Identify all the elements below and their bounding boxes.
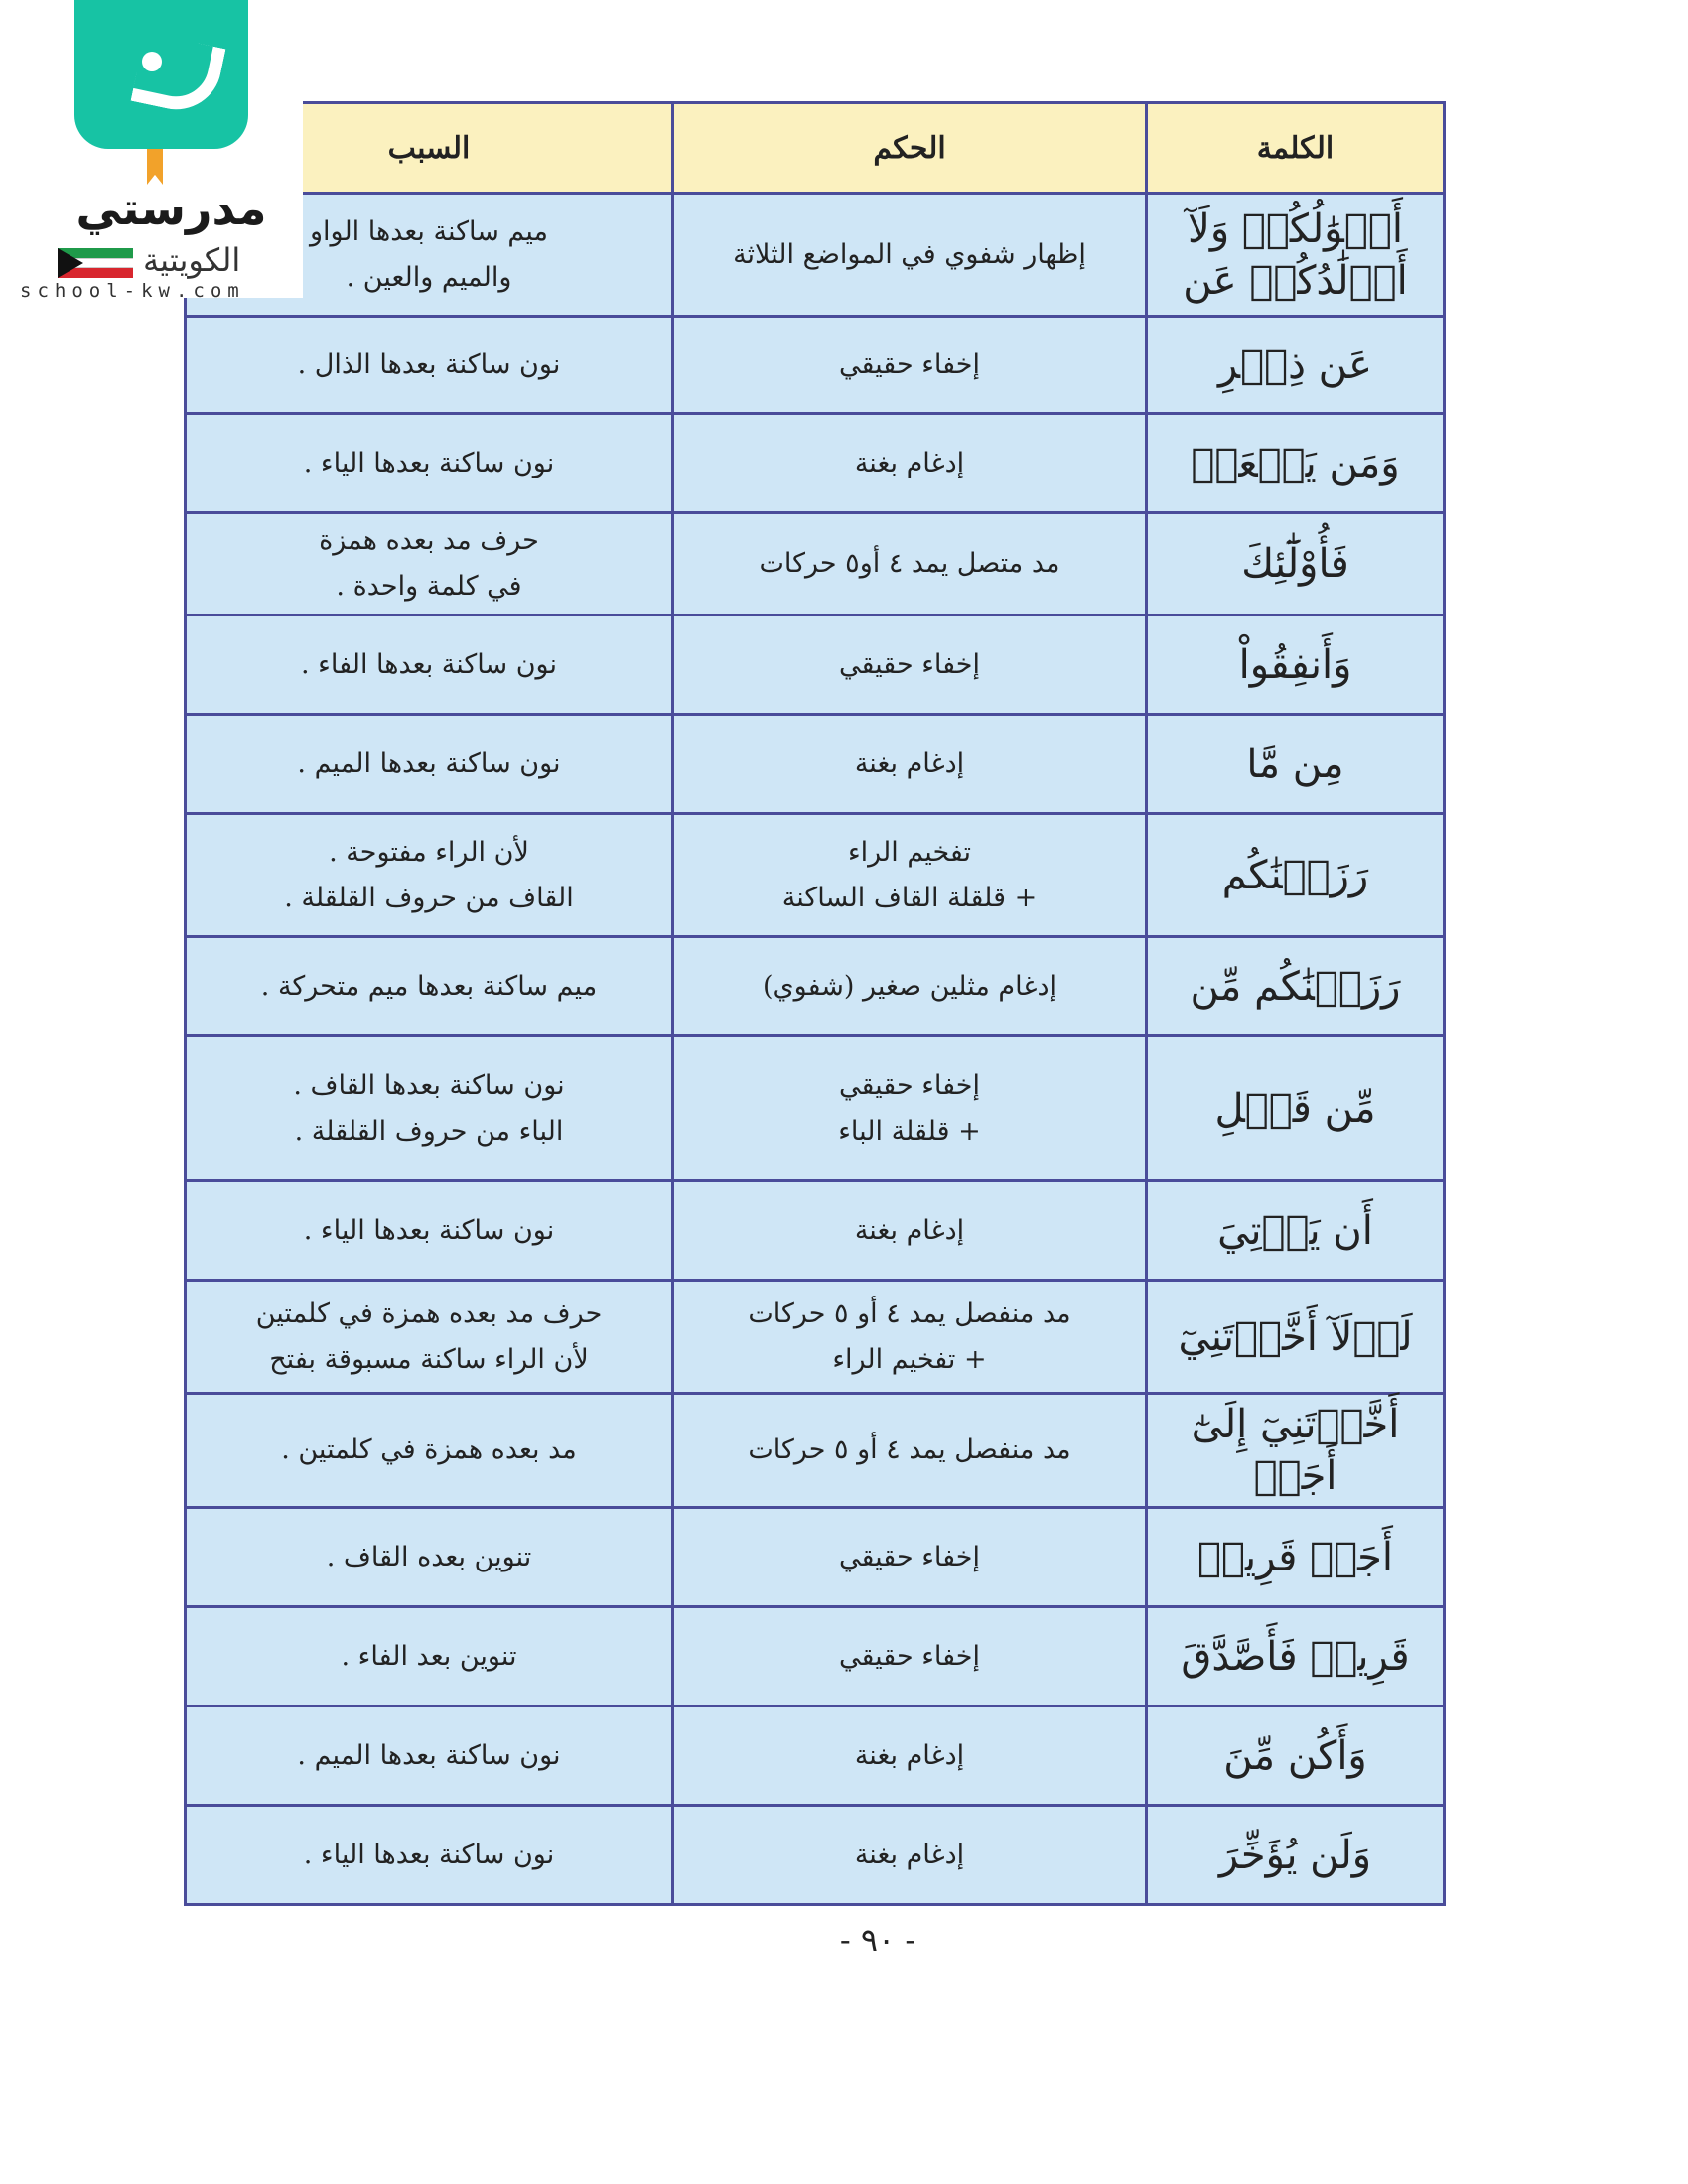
table-row: [186, 814, 1445, 937]
word-line: وَمَن يَفۡعَلۡ: [1191, 440, 1400, 486]
reason-line: نون ساكنة بعدها الميم .: [297, 748, 561, 779]
reason-cell: [186, 1508, 673, 1607]
reason-line: ميم ساكنة بعدها ميم متحركة .: [260, 970, 598, 1002]
table-row: [186, 1181, 1445, 1281]
word-line: مِّن قَبۡلِ: [1214, 1085, 1376, 1132]
reason-line: نون ساكنة بعدها القاف .: [293, 1069, 565, 1101]
rule-line: إظهار شفوي في المواضع الثلاثة: [733, 238, 1086, 270]
word-cell: [1147, 1036, 1445, 1181]
word-line: مِن مَّا: [1246, 741, 1344, 787]
word-line: أَمۡوَٰلُكُمۡ وَلَآ: [1188, 205, 1403, 252]
word-cell: [1147, 513, 1445, 615]
rule-line: مد منفصل يمد ٤ أو ٥ حركات: [748, 1297, 1071, 1329]
table-row: [186, 615, 1445, 715]
reason-line: ميم ساكنة بعدها الواو: [309, 215, 549, 247]
reason-line: لأن الراء مفتوحة .: [329, 836, 529, 868]
table-row: [186, 1394, 1445, 1508]
reason-line: حرف مد بعده همزة: [319, 525, 539, 556]
word-cell: [1147, 1281, 1445, 1394]
logo-subtitle: الكويتية: [143, 241, 241, 279]
table-row: [186, 194, 1445, 317]
reason-line: نون ساكنة بعدها الفاء .: [300, 648, 558, 680]
header-reason: السبب: [186, 103, 673, 194]
word-cell: [1147, 937, 1445, 1036]
reason-cell: [186, 715, 673, 814]
rule-cell: [673, 1281, 1147, 1394]
logo-badge-icon: [74, 0, 248, 149]
word-cell: [1147, 715, 1445, 814]
reason-line: تنوين بعد الفاء .: [341, 1640, 517, 1672]
word-line: أَن يَأۡتِيَ: [1217, 1207, 1373, 1254]
reason-line: والميم والعين .: [346, 261, 512, 293]
school-logo: [20, 0, 303, 302]
word-cell: [1147, 615, 1445, 715]
table-row: [186, 1508, 1445, 1607]
reason-cell: [186, 1181, 673, 1281]
reason-cell: [186, 1806, 673, 1905]
reason-cell: [186, 1281, 673, 1394]
word-line: وَأَكُن مِّنَ: [1223, 1732, 1367, 1779]
rule-line: إدغام بغنة: [854, 447, 965, 478]
reason-line: نون ساكنة بعدها الذال .: [297, 348, 561, 380]
rule-line: تفخيم الراء: [847, 836, 972, 868]
page-number: - ٩٠ -: [839, 1921, 916, 1959]
word-line: لَوۡلَآ أَخَّرۡتَنِيٓ: [1178, 1313, 1413, 1360]
table-row: [186, 1806, 1445, 1905]
word-cell: [1147, 1508, 1445, 1607]
reason-cell: [186, 814, 673, 937]
rule-line: إخفاء حقيقي: [838, 348, 980, 380]
rule-line: مد متصل يمد ٤ أو٥ حركات: [759, 548, 1060, 579]
rule-line: إخفاء حقيقي: [838, 1541, 980, 1572]
rule-line: إدغام بغنة: [854, 748, 965, 779]
rule-cell: [673, 1181, 1147, 1281]
reason-line: لأن الراء ساكنة مسبوقة بفتح: [269, 1343, 589, 1375]
reason-cell: [186, 1394, 673, 1508]
table-row: [186, 1607, 1445, 1706]
word-cell: [1147, 1181, 1445, 1281]
table-body: [186, 194, 1445, 1905]
reason-line: حرف مد بعده همزة في كلمتين: [255, 1297, 603, 1329]
word-line: أَوۡلَٰدُكُمۡ عَن: [1183, 257, 1408, 304]
reason-cell: [186, 1706, 673, 1806]
rule-cell: [673, 317, 1147, 414]
reason-cell: [186, 937, 673, 1036]
word-line: أَجَلٖ قَرِيبٖ: [1197, 1534, 1393, 1580]
table-row: [186, 1281, 1445, 1394]
tajweed-rules-table: [184, 101, 1446, 1906]
tajweed-table-container: [184, 101, 1443, 1906]
word-line: أَخَّرۡتَنِيٓ إِلَىٰٓ أَجَلٖ: [1191, 1402, 1400, 1499]
header-rule: الحكم: [673, 103, 1147, 194]
header-word: الكلمة: [1147, 103, 1445, 194]
rule-line: إدغام بغنة: [854, 1214, 965, 1246]
rule-line: إخفاء حقيقي: [838, 648, 980, 680]
rule-cell: [673, 1036, 1147, 1181]
word-cell: [1147, 1394, 1445, 1508]
table-row: [186, 1706, 1445, 1806]
rule-line: + قلقلة القاف الساكنة: [781, 882, 1038, 913]
rule-cell: [673, 1806, 1147, 1905]
reason-line: تنوين بعده القاف .: [326, 1541, 532, 1572]
word-line: فَأُوْلَٰٓئِكَ: [1241, 541, 1349, 587]
kuwait-flag-icon: [58, 248, 133, 278]
table-row: [186, 414, 1445, 513]
rule-cell: [673, 194, 1147, 317]
rule-cell: [673, 937, 1147, 1036]
logo-url: school-kw.com: [20, 280, 245, 302]
table-row: [186, 1036, 1445, 1181]
word-line: رَزَقۡنَٰكُم: [1221, 852, 1369, 898]
rule-cell: [673, 814, 1147, 937]
reason-cell: [186, 317, 673, 414]
word-line: قَرِيبٖ فَأَصَّدَّقَ: [1181, 1633, 1410, 1680]
rule-cell: [673, 715, 1147, 814]
logo-smile: [131, 32, 226, 118]
reason-cell: [186, 1607, 673, 1706]
rule-line: إخفاء حقيقي: [838, 1069, 980, 1101]
reason-cell: [186, 513, 673, 615]
rule-cell: [673, 513, 1147, 615]
word-cell: [1147, 1706, 1445, 1806]
word-line: وَأَنفِقُواْ: [1238, 641, 1352, 688]
reason-line: في كلمة واحدة .: [336, 571, 522, 602]
table-row: [186, 715, 1445, 814]
reason-cell: [186, 1036, 673, 1181]
reason-cell: [186, 615, 673, 715]
word-line: وَلَن يُؤَخِّرَ: [1218, 1832, 1372, 1878]
word-cell: [1147, 317, 1445, 414]
reason-line: نون ساكنة بعدها الياء .: [303, 447, 555, 478]
rule-cell: [673, 1508, 1147, 1607]
word-line: عَن ذِكۡرِ: [1218, 341, 1372, 388]
rule-cell: [673, 615, 1147, 715]
word-cell: [1147, 414, 1445, 513]
rule-line: مد منفصل يمد ٤ أو ٥ حركات: [748, 1434, 1071, 1465]
reason-line: نون ساكنة بعدها الميم .: [297, 1739, 561, 1771]
rule-line: إخفاء حقيقي: [838, 1640, 980, 1672]
rule-cell: [673, 414, 1147, 513]
word-cell: [1147, 814, 1445, 937]
rule-line: + قلقلة الباء: [838, 1115, 981, 1147]
reason-line: نون ساكنة بعدها الياء .: [303, 1214, 555, 1246]
rule-line: + تفخيم الراء: [832, 1343, 987, 1375]
reason-line: نون ساكنة بعدها الياء .: [303, 1839, 555, 1870]
reason-line: الباء من حروف القلقلة .: [294, 1115, 564, 1147]
rule-cell: [673, 1607, 1147, 1706]
rule-line: إدغام بغنة: [854, 1839, 965, 1870]
word-cell: [1147, 1806, 1445, 1905]
table-row: [186, 937, 1445, 1036]
rule-cell: [673, 1394, 1147, 1508]
reason-line: مد بعده همزة في كلمتين .: [281, 1434, 577, 1465]
rule-line: إدغام مثلين صغير (شفوي): [762, 970, 1056, 1002]
word-cell: [1147, 1607, 1445, 1706]
rule-cell: [673, 1706, 1147, 1806]
reason-cell: [186, 414, 673, 513]
logo-name: مدرستي: [75, 182, 267, 235]
word-line: رَزَقۡنَٰكُم مِّن: [1190, 963, 1401, 1010]
word-cell: [1147, 194, 1445, 317]
reason-line: القاف من حروف القلقلة .: [284, 882, 574, 913]
table-row: [186, 317, 1445, 414]
rule-line: إدغام بغنة: [854, 1739, 965, 1771]
table-header-row: [186, 103, 1445, 194]
table-row: [186, 513, 1445, 615]
